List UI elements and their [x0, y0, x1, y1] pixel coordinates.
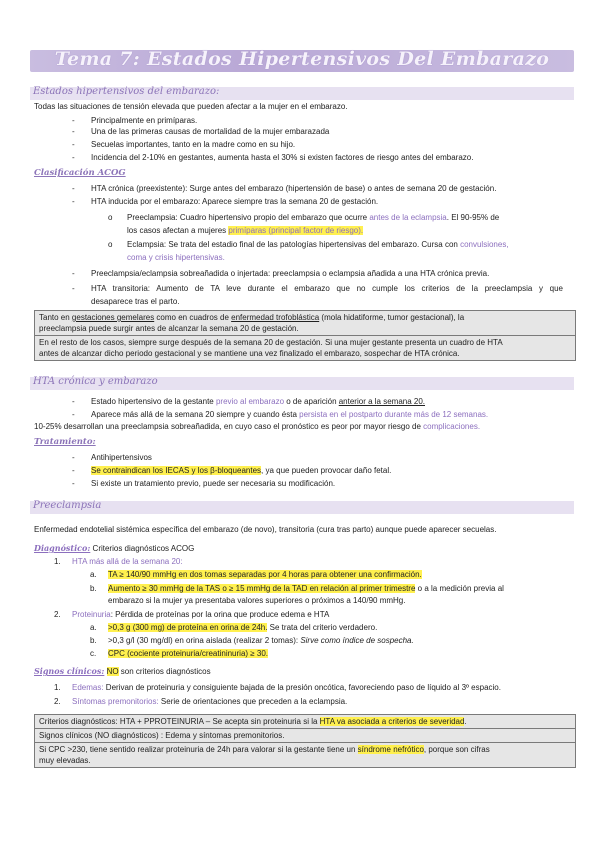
note-line: preeclampsia puede surgir antes de alcanzar la semana 20 de gestación.	[39, 324, 299, 333]
numbered-item	[72, 682, 501, 693]
list-item: Secuelas importantes, tanto en la madre como en su hijo.	[91, 140, 296, 149]
bullet-marker: -	[72, 466, 75, 475]
list-item	[91, 396, 425, 407]
note-line: antes de alcanzar dicho periodo gestacional y se mantiene una vez finalizado el embarazo, sospechar de HTA crónica.	[39, 349, 460, 358]
note-line: muy elevadas.	[39, 756, 91, 765]
note-box-row	[35, 729, 575, 743]
list-item: HTA crónica (preexistente): Surge antes del embarazo (hipertensión de base) o antes de semana 20 de gestación.	[91, 184, 497, 193]
lettered-item	[108, 622, 377, 633]
list-item-preeclampsia	[127, 212, 499, 223]
text-span: Eclampsia: Se trata del estadio final de las patologías hipertensivas del embarazo. Cursa con	[127, 240, 461, 249]
bullet-marker: -	[72, 140, 75, 149]
hta-cronica-note	[34, 421, 480, 432]
tratamiento-heading: Tratamiento:	[34, 437, 96, 447]
text-underline: enfermedad trofoblástica	[231, 313, 320, 322]
text-highlight-purple: complicaciones.	[423, 422, 481, 431]
text-highlight-yellow: síndrome nefrótico	[357, 745, 424, 754]
clasificacion-heading: Clasificación ACOG	[34, 168, 126, 178]
list-item	[91, 465, 391, 476]
list-item: Preeclampsia/eclampsia sobreañadida o injertada: preeclampsia o eclampsia añadida a una HTA crónica previa.	[91, 269, 490, 278]
bullet-marker: -	[72, 284, 75, 293]
text-highlight-purple: Proteinuria	[72, 610, 111, 619]
note-line	[39, 744, 571, 755]
numbered-marker: 1.	[54, 683, 61, 692]
lettered-item	[108, 648, 268, 659]
text-highlight-purple: previo al embarazo	[215, 397, 285, 406]
text-highlight-yellow: primíparas (principal factor de riesgo).	[228, 226, 364, 235]
note-box-preeclampsia	[34, 714, 576, 768]
numbered-marker: 2.	[54, 697, 61, 706]
text-span: Se trata del criterio verdadero.	[267, 623, 378, 632]
text-span: Criterios diagnósticos: HTA + PPROTEINURIA – Se acepta sin proteinuria si la	[39, 717, 320, 726]
text-span: . El 90-95% de	[446, 213, 500, 222]
diagnostico-label: Diagnóstico:	[34, 543, 91, 553]
list-item: Principalmente en primíparas.	[91, 116, 198, 125]
diagnostico-line	[34, 543, 194, 554]
list-item-continuation	[127, 225, 363, 236]
text-span: : Pérdida de proteínas por la orina que produce edema e HTA	[110, 610, 330, 619]
text-highlight-purple: Edemas:	[72, 683, 104, 692]
bullet-marker: -	[72, 479, 75, 488]
numbered-marker: 2.	[54, 610, 61, 619]
text-span: como en cuadros de	[154, 313, 232, 322]
page-title: Tema 7: Estados Hipertensivos Del Embarazo	[54, 48, 550, 70]
text-span: Tanto en	[39, 313, 72, 322]
text-span: .	[464, 717, 467, 726]
numbered-item	[72, 609, 329, 620]
numbered-item: HTA más allá de la semana 20:	[72, 557, 183, 566]
note-box-row	[35, 743, 575, 767]
text-highlight-purple: persista en el postparto durante más de 12 semanas.	[299, 410, 489, 419]
text-span: Aparece más allá de la semana 20 siempre y cuando ésta	[91, 410, 300, 419]
text-span: , ya que pueden provocar daño fetal.	[261, 466, 392, 475]
numbered-marker: 1.	[54, 557, 61, 566]
note-line: Signos clínicos (NO diagnósticos) : Edema y síntomas premonitorios.	[39, 731, 285, 740]
lettered-marker: b.	[90, 584, 97, 593]
lettered-item	[108, 569, 422, 580]
note-box-row	[35, 311, 575, 336]
preeclampsia-intro: Enfermedad endotelial sistémica específica del embarazo (de novo), transitoria (cura tras parto) aunque puede aparecer secuelas.	[34, 525, 497, 534]
text-highlight-yellow: TA ≥ 140/90 mmHg en dos tomas separadas por 4 horas para obtener una confirmación.	[108, 570, 422, 579]
section-heading-hta-cronica: HTA crónica y embarazo	[33, 376, 158, 387]
list-item-eclampsia	[127, 239, 509, 250]
note-box-estados	[34, 310, 576, 361]
text-highlight-yellow: HTA va asociada a criterios de severidad	[319, 717, 465, 726]
text-span: 10-25% desarrollan una preeclampsia sobreañadida, en cuyo caso el pronóstico es peor por mayor riesgo de	[34, 422, 424, 431]
list-item: Antihipertensivos	[91, 453, 152, 462]
text-highlight-yellow: Aumento ≥ 30 mmHg de la TAS o ≥ 15 mmHg de la TAD en relación al primer trimestre	[108, 584, 416, 593]
list-item	[91, 409, 488, 420]
text-highlight-purple: antes de la eclampsia	[369, 213, 447, 222]
lettered-marker: b.	[90, 636, 97, 645]
bullet-marker: -	[72, 197, 75, 206]
note-box-row	[35, 715, 575, 729]
text-highlight-yellow: Se contraindican los IECAS y los β-bloqueantes	[91, 466, 262, 475]
list-item: Una de las primeras causas de mortalidad de la mujer embarazada	[91, 127, 330, 136]
text-highlight-yellow: >0,3 g (300 mg) de proteína en orina de 24h.	[108, 623, 268, 632]
list-item: Incidencia del 2-10% en gestantes, aumenta hasta el 30% si existen factores de riesgo antes del embarazo.	[91, 153, 474, 162]
text-highlight-purple: convulsiones,	[460, 240, 509, 249]
text-span: los casos afectan a mujeres	[127, 226, 229, 235]
text-span: Serie de orientaciones que preceden a la eclampsia.	[158, 697, 348, 706]
note-line	[39, 716, 571, 727]
section-heading-bar	[30, 501, 574, 514]
text-underline: anterior a la semana 20.	[338, 397, 426, 406]
section-heading-estados: Estados hipertensivos del embarazo:	[33, 86, 220, 97]
lettered-item	[108, 583, 504, 594]
note-line: En el resto de los casos, siempre surge después de la semana 20 de gestación. Si una mujer gestante presenta un cuadro de HTA	[39, 338, 503, 347]
bullet-marker: -	[72, 269, 75, 278]
text-highlight-purple: Síntomas premonitorios:	[72, 697, 159, 706]
bullet-marker: -	[72, 184, 75, 193]
list-item: HTA inducida por el embarazo: Aparece siempre tras la semana 20 de gestación.	[91, 197, 379, 206]
text-underline: gestaciones gemelares	[71, 313, 155, 322]
signos-line	[34, 666, 211, 677]
bullet-marker: -	[72, 116, 75, 125]
list-item-continuation: desaparece tras el parto.	[91, 297, 180, 306]
bullet-marker: -	[72, 127, 75, 136]
lettered-item-continuation: embarazo si la mujer ya presentaba valores superiores o próximos a 140/90 mmHg.	[108, 596, 406, 605]
text-span: Preeclampsia: Cuadro hipertensivo propio del embarazo que ocurre	[127, 213, 370, 222]
lettered-marker: a.	[90, 570, 97, 579]
text-highlight-yellow: NO	[106, 667, 119, 676]
section-heading-preeclampsia: Preeclampsia	[33, 500, 102, 511]
bullet-marker: o	[108, 213, 113, 222]
list-item: HTA transitoria: Aumento de TA leve durante el embarazo que no cumple los criterios de la preeclampsia y que	[91, 284, 563, 293]
bullet-marker: -	[72, 397, 75, 406]
bullet-marker: -	[72, 453, 75, 462]
text-span: Derivan de proteinuria y consiguiente bajada de la presión oncótica, favoreciendo paso de líquido al 3º espacio.	[103, 683, 501, 692]
note-box-row	[35, 336, 575, 360]
lettered-marker: a.	[90, 623, 97, 632]
numbered-item	[72, 696, 347, 707]
text-span: >0,3 g/l (30 mg/dl) en orina aislada (realizar 2 tomas):	[108, 636, 301, 645]
text-span: o a la medición previa al	[415, 584, 504, 593]
text-span: o de aparición	[284, 397, 339, 406]
signos-label: Signos clínicos:	[34, 666, 105, 676]
lettered-marker: c.	[90, 649, 97, 658]
text-span: Estado hipertensivo de la gestante	[91, 397, 216, 406]
text-span: son criterios diagnósticos	[118, 667, 211, 676]
bullet-marker: o	[108, 240, 113, 249]
text-italic: Sirve como índice de sospecha.	[300, 636, 414, 645]
list-item-continuation: coma y crisis hipertensivas.	[127, 253, 225, 262]
bullet-marker: -	[72, 153, 75, 162]
text-highlight-yellow: CPC (cociente proteinuria/creatininuria) ≥ 30.	[108, 649, 269, 658]
note-line	[39, 312, 571, 323]
text-span: Criterios diagnósticos ACOG	[90, 544, 195, 553]
list-item: Si existe un tratamiento previo, puede ser necesaria su modificación.	[91, 479, 336, 488]
lettered-item	[108, 635, 414, 646]
bullet-marker: -	[72, 410, 75, 419]
text-span: Si CPC >230, tiene sentido realizar proteinuria de 24h para valorar si la gestante tiene un	[39, 745, 358, 754]
estados-intro: Todas las situaciones de tensión elevada que pueden afectar a la mujer en el embarazo.	[34, 102, 348, 111]
text-span: , porque son cifras	[423, 745, 490, 754]
text-span: (mola hidatiforme, tumor gestacional), la	[319, 313, 465, 322]
